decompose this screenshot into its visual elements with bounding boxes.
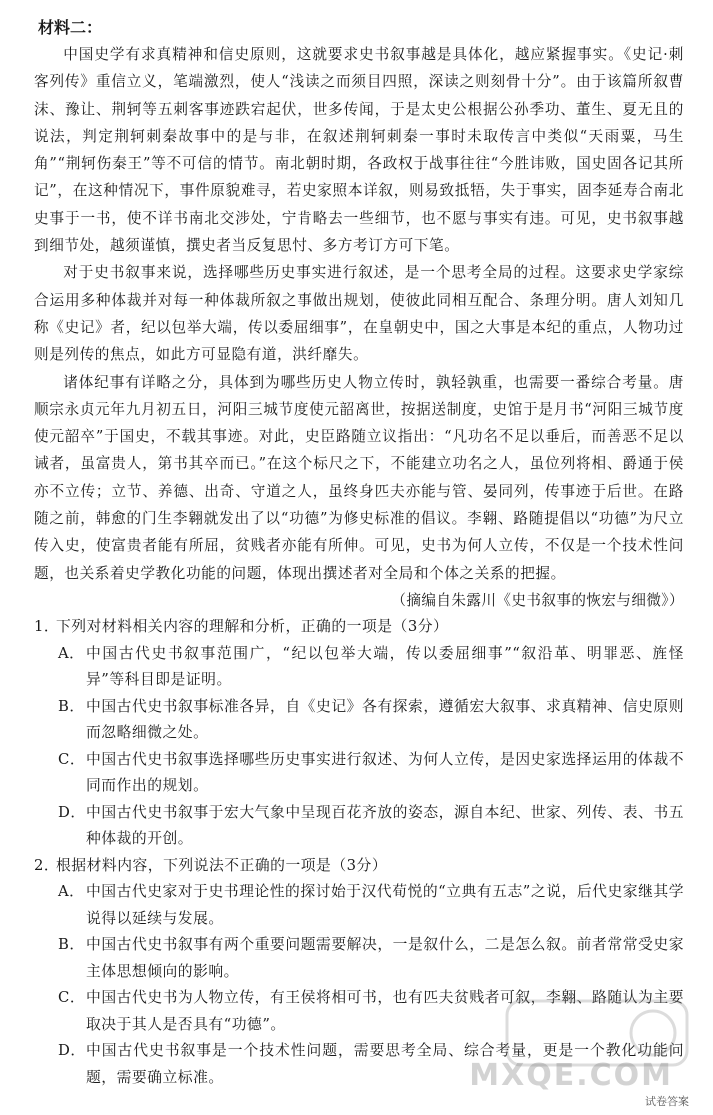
option-letter: D． [58, 1042, 86, 1060]
document-page [34, 14, 684, 1091]
option-letter: B． [58, 697, 85, 715]
watermark-domain: MXQE.COM [469, 1058, 673, 1093]
option-text: 中国古代史书叙事于宏大气象中呈现百花齐放的姿态，源自本纪、世家、列传、表、书五种体裁的开创。 [86, 803, 684, 848]
option-b [58, 694, 684, 747]
option-b [58, 932, 684, 985]
option-text: 中国古代史书叙事标准各异，自《史记》各有探索，遵循宏大叙事、求真精神、信史原则而忽略细微之处。 [86, 697, 684, 742]
question-1 [34, 614, 684, 853]
option-text: 中国古代史书为人物立传，有王侯将相可书，也有匹夫贫贱者可叙，李翱、路随认为主要取决于其人是否具有“功德”。 [86, 989, 684, 1033]
option-text: 中国古代史书叙事是一个技术性问题，需要思考全局、综合考量，更是一个教化功能问题，需要确立标准。 [86, 1042, 684, 1086]
option-letter: A． [58, 644, 85, 662]
option-text: 中国古代史书叙事选择哪些历史事实进行叙述、为何人立传，是因史家选择运用的体裁不同而作出的规划。 [86, 750, 684, 795]
option-letter: B． [58, 936, 85, 954]
option-letter: C． [58, 989, 86, 1007]
option-text: 中国古代史家对于史书理论性的探讨始于汉代荀悦的“立典有五志”之说，后代史家继其学说得以延续与发展。 [86, 883, 684, 927]
option-letter: C． [58, 750, 86, 768]
question-stem: 根据材料内容，下列说法不正确的一项是（3分） [56, 856, 388, 874]
watermark-label: 试卷答案 [645, 1095, 689, 1108]
paragraph-1: 中国史学有求真精神和信史原则，这就要求史书叙事越是具体化，越应紧握事实。《史记·刺客列传》重信立义，笔端激烈，使人“浅读之而须目四照，深读之则刻骨十分”。由于该篇所叙曹沫、豫让、荆轲等五刺客事迹跌宕起伏，世多传闻，于是太史公根据公孙季功、董生、夏无且的说法，判定荆轲刺秦故事中的是与非，在叙述荆轲刺秦一事时未取传言中类似“天雨粟，马生角”“荆轲伤秦王”等不可信的情节。南北朝时期，各政权于战事往往“今胜讳败，国史固各记其所记”，在这种情况下，事件原貌难寻，若史家照本详叙，则易致抵牾，失于事实，固李延寿合南北史事于一书，使不详书南北交涉处，宁肯略去一些细节，也不愿与事实有违。可见，史书叙事越到细节处，越须谨慎，撰史者当反复思忖、多方考订方可下笔。 [34, 46, 684, 255]
paragraph-2: 对于史书叙事来说，选择哪些历史事实进行叙述，是一个思考全局的过程。这要求史学家综合运用多种体裁并对每一种体裁所叙之事做出规划，使彼此同相互配合、条理分明。唐人刘知几称《史记》者，纪以包举大端，传以委屈细事”，在皇朝史中，国之大事是本纪的重点，人物功过则是列传的焦点，如此方可显隐有道，洪纤靡失。 [34, 264, 684, 364]
option-d [58, 800, 684, 853]
option-text: 中国古代史书叙事有两个重要问题需要解决，一是叙什么，二是怎么叙。前者常常受史家主体思想倾向的影响。 [86, 936, 684, 980]
option-letter: A． [58, 883, 85, 901]
option-c [58, 747, 684, 800]
question-stem: 下列对材料相关内容的理解和分析，正确的一项是（3分） [56, 618, 449, 636]
source-citation: （摘编自朱露川《史书叙事的恢宏与细微》） [391, 591, 684, 609]
question-number: 2． [34, 856, 60, 874]
option-text: 中国古代史书叙事范围广，“纪以包举大端，传以委屈细事”“叙沿革、明罪恶、旌怪异”等科目即是证明。 [86, 644, 684, 689]
option-letter: D． [58, 803, 86, 821]
paragraph-3: 诸体纪事有详略之分，具体到为哪些历史人物立传时，孰轻孰重，也需要一番综合考量。唐顺宗永贞元年九月初五日，河阳三城节度使元韶离世，按据送制度，史馆于是月书“河阳三城节度使元韶卒”于国史，不载其事迹。对此，史臣路随立议指出：“凡功名不足以垂后，而善恶不足以诫者，虽富贵人，第书其卒而已。”在这个标尺之下，不能建立功名之人，虽位列将相、爵通于侯亦不立传；立节、养德、出奇、守道之人，虽终身匹夫亦能与管、晏同列，传事迹于后世。在路随之前，韩愈的门生李翱就发出了以“功德”为修史标准的倡议。李翱、路随提倡以“功德”为尺立传入史，使富贵者能有所屈，贫贱者亦能有所伸。可见，史书为何人立传，不仅是一个技术性问题，也关系着史学教化功能的问题，体现出撰述者对全局和个体之关系的把握。 [34, 373, 684, 582]
option-a [58, 641, 684, 694]
section-heading: 材料二： [38, 18, 103, 37]
question-number: 1． [34, 618, 60, 636]
option-a [58, 879, 684, 932]
